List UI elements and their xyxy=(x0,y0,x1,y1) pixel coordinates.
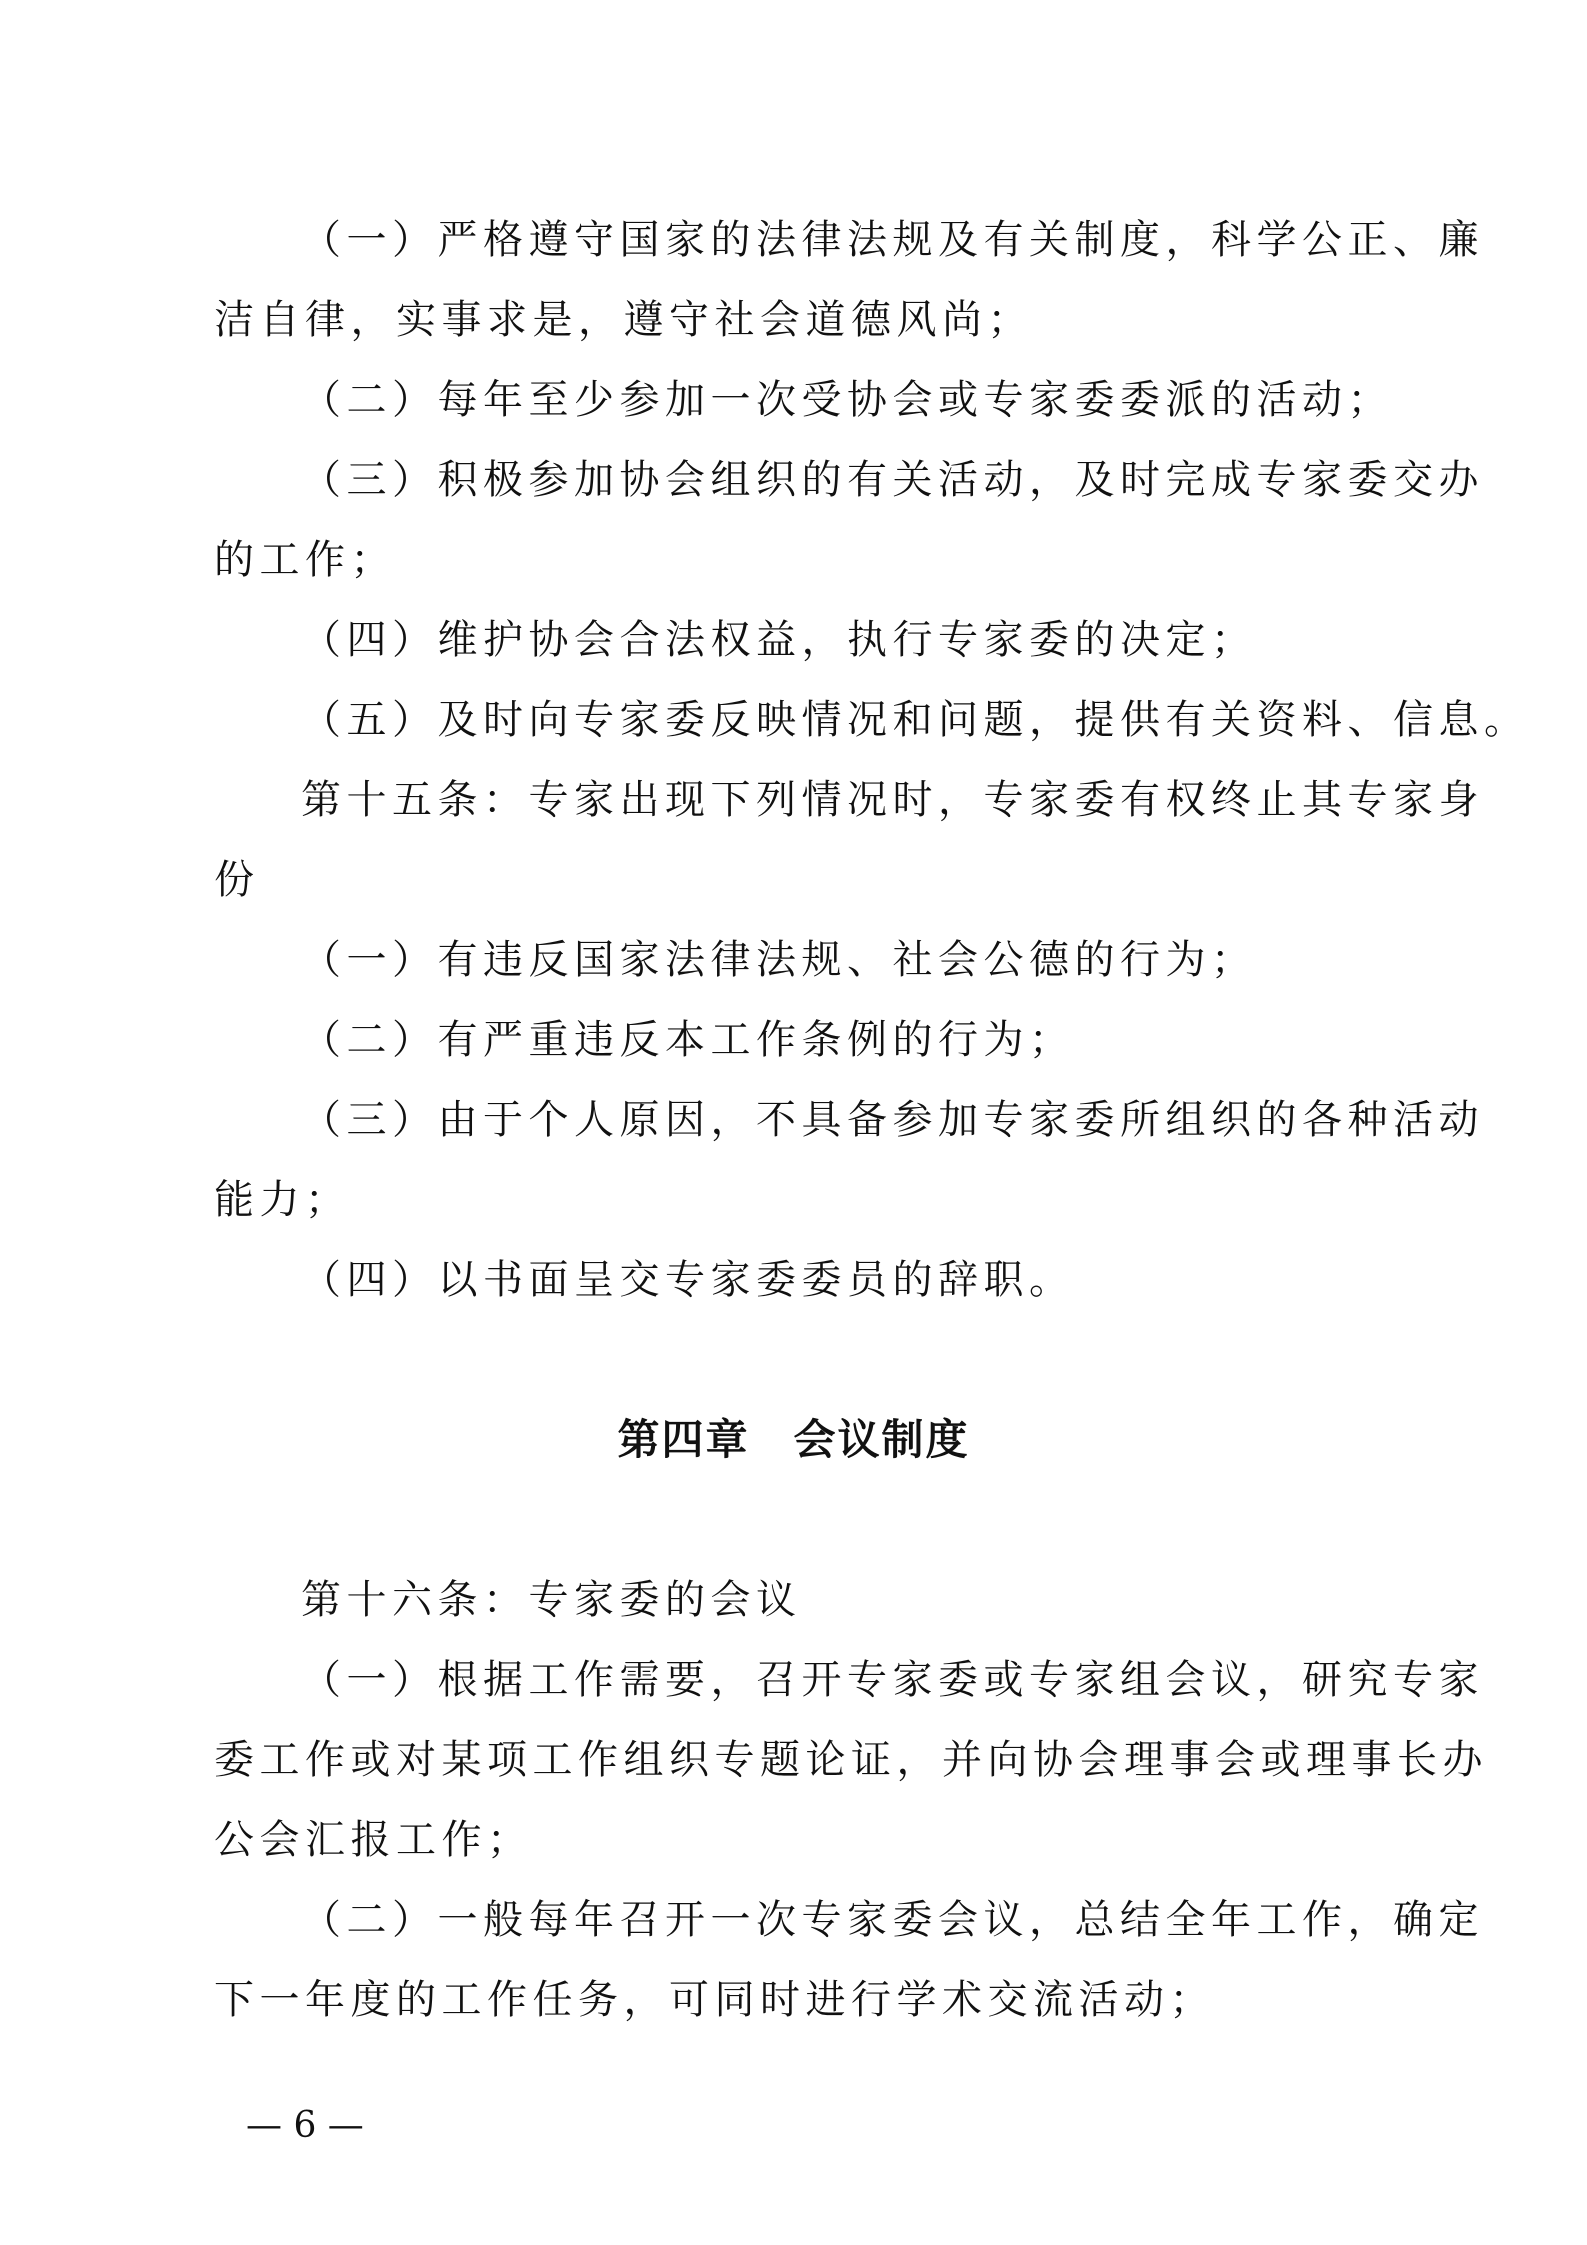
paragraph-line: （一）严格遵守国家的法律法规及有关制度，科学公正、廉 xyxy=(301,217,1484,263)
paragraph-line: （二）有严重违反本工作条例的行为； xyxy=(301,1017,1075,1063)
paragraph-line: （三）由于个人原因，不具备参加专家委所组织的各种活动 xyxy=(301,1097,1484,1143)
paragraph-line: （五）及时向专家委反映情况和问题，提供有关资料、信息。 xyxy=(301,697,1530,743)
paragraph-line: 第十五条：专家出现下列情况时，专家委有权终止其专家身 xyxy=(301,777,1484,823)
paragraph-line: （四）以书面呈交专家委委员的辞职。 xyxy=(301,1257,1075,1303)
paragraph-line: （二）每年至少参加一次受协会或专家委委派的活动； xyxy=(301,377,1393,423)
paragraph-line: 委工作或对某项工作组织专题论证，并向协会理事会或理事长办 xyxy=(214,1737,1488,1783)
paragraph-line: （一）根据工作需要，召开专家委或专家组会议，研究专家 xyxy=(301,1657,1484,1703)
paragraph-line: （一）有违反国家法律法规、社会公德的行为； xyxy=(301,937,1257,983)
paragraph-line: 份 xyxy=(214,857,260,903)
paragraph-line: 洁自律，实事求是，遵守社会道德风尚； xyxy=(214,297,1033,343)
paragraph-line: 第十六条：专家委的会议 xyxy=(301,1577,802,1623)
paragraph-line: （四）维护协会合法权益，执行专家委的决定； xyxy=(301,617,1257,663)
chapter-heading: 第四章 会议制度 xyxy=(617,1415,970,1464)
paragraph-line: 的工作； xyxy=(214,537,396,583)
paragraph-line: 公会汇报工作； xyxy=(214,1817,533,1863)
page-number: — 6 — xyxy=(246,2105,364,2146)
paragraph-line: （三）积极参加协会组织的有关活动，及时完成专家委交办 xyxy=(301,457,1484,503)
paragraph-line: 下一年度的工作任务，可同时进行学术交流活动； xyxy=(214,1977,1215,2023)
paragraph-line: 能力； xyxy=(214,1177,351,1223)
paragraph-line: （二）一般每年召开一次专家委会议，总结全年工作，确定 xyxy=(301,1897,1484,1943)
